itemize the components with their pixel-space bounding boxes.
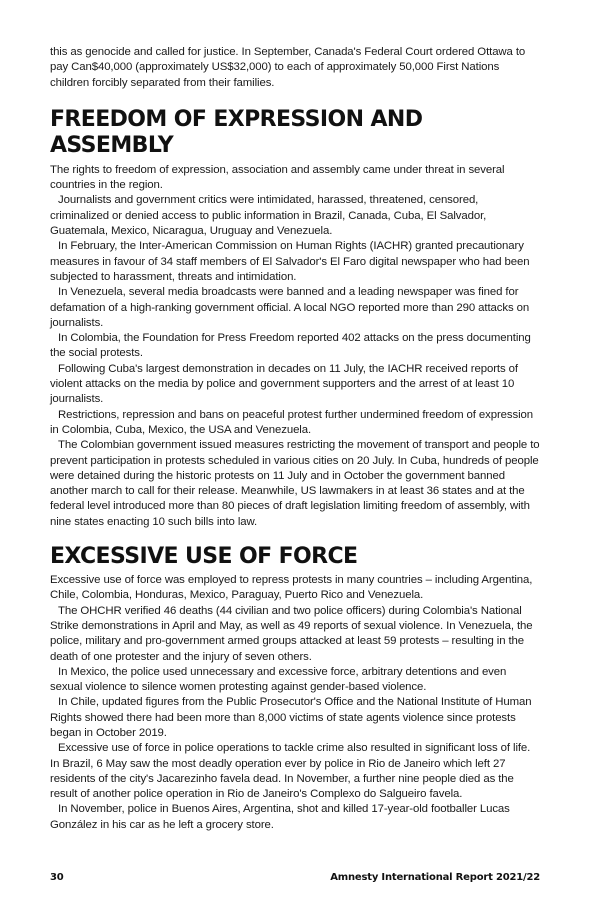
body-paragraph: In Mexico, the police used unnecessary and excessive force, arbitrary detentions and even sexual violence to silence women protesting against gender-based violence. [50, 665, 507, 694]
body-paragraph: The OHCHR verified 46 deaths (44 civilian and two police officers) during Colombia's National Strike demonstrations in April and May, as well as 49 reports of sexual violence. In Venezuela, the police, military and pro-government armed groups attacked at least 59 protests – resulting in the death of one protester and the injury of seven others. [50, 604, 533, 663]
publication-title: Amnesty International Report 2021/22 [330, 872, 540, 883]
body-paragraph: In Colombia, the Foundation for Press Freedom reported 402 attacks on the press documenting the social protests. [50, 332, 531, 360]
body-paragraph: The Colombian government issued measures restricting the movement of transport and people to prevent participation in protests scheduled in various cities on 20 July. In Cuba, hundreds of people were detained during the historic protests on 11 July and in October the government banned another march to call for their release. Meanwhile, US lawmakers in at least 36 states and at the federal level introduced more than 80 pieces of draft legislation limiting freedom of assembly, with nine states enacting 10 such bills into law. [50, 439, 540, 528]
body-paragraph: The rights to freedom of expression, association and assembly came under threat in several countries in the region. [50, 163, 505, 192]
section-heading-freedom-of-expression: FREEDOM OF EXPRESSION AND ASSEMBLY [50, 106, 423, 158]
section-heading-excessive-use-of-force: EXCESSIVE USE OF FORCE [50, 544, 358, 570]
body-paragraph: Restrictions, repression and bans on peaceful protest further undermined freedom of expression in Colombia, Cuba, Mexico, the USA and Venezuela. [50, 408, 533, 436]
body-paragraph: In Venezuela, several media broadcasts were banned and a leading newspaper was fined for defamation of a high-ranking government official. A local NGO reported more than 290 attacks on journalists. [50, 286, 530, 329]
body-paragraph: In February, the Inter-American Commission on Human Rights (IACHR) granted precautionary measures in favour of 34 staff members of El Salvador's El Faro digital newspaper who had been subjected to harassment, threats and intimidation. [50, 240, 530, 283]
body-paragraph: In Chile, updated figures from the Public Prosecutor's Office and the National Institute of Human Rights showed there had been more than 8,000 victims of state agents violence since protests began in October 2019. [50, 696, 532, 739]
body-paragraph: Journalists and government critics were intimidated, harassed, threatened, censored, criminalized or denied access to public information in Brazil, Canada, Cuba, El Salvador, Guatemala, Mexico, Nicaragua, Uruguay and Venezuela. [50, 194, 487, 238]
body-paragraph: Excessive use of force in police operations to tackle crime also resulted in significant loss of life. In Brazil, 6 May saw the most deadly operation ever by police in Rio de Janeiro which left 27 residents of the city's Jacarezinho favela dead. In November, a further nine people died as the result of another police operation in Rio de Janeiro's Complexo do Salgueiro favela. [50, 742, 531, 801]
page-content [50, 45, 540, 833]
page-number: 30 [50, 872, 64, 883]
body-paragraph: In November, police in Buenos Aires, Argentina, shot and killed 17-year-old footballer Lucas González in his car as he left a grocery store. [50, 803, 510, 831]
intro-paragraph: this as genocide and called for justice. In September, Canada's Federal Court ordered Ottawa to pay Can$40,000 (approximately US$32,000) to each of approximately 50,000 First Nations children forcibly separated from their families. [50, 46, 526, 89]
page-footer [50, 872, 540, 883]
body-paragraph: Following Cuba's largest demonstration in decades on 11 July, the IACHR received reports of violent attacks on the media by police and government supporters and the arrest of at least 10 journalists. [50, 362, 518, 406]
body-paragraph: Excessive use of force was employed to repress protests in many countries – including Argentina, Chile, Colombia, Honduras, Mexico, Paraguay, Puerto Rico and Venezuela. [50, 574, 533, 602]
